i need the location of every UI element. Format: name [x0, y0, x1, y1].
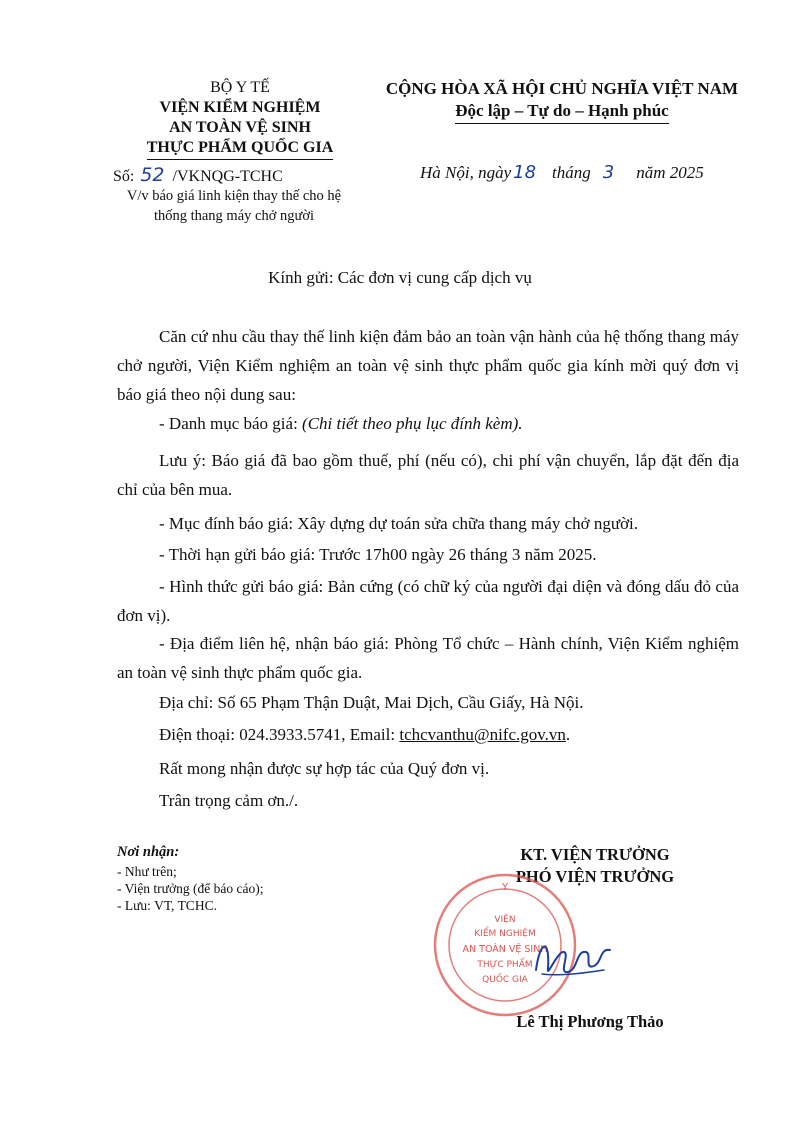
- subject-line1: V/v báo giá linh kiện thay thế cho hệ: [126, 188, 342, 204]
- recipient-item: - Viện trưởng (để báo cáo);: [117, 881, 264, 896]
- handwritten-signature: [528, 930, 618, 990]
- body-cooperation: Rất mong nhận được sự hợp tác của Quý đơn vị.: [159, 759, 490, 778]
- institute-name-line1: VIỆN KIỂM NGHIỆM: [159, 99, 321, 116]
- stamp-line4: THỰC PHẨM: [477, 960, 533, 970]
- body-deadline: - Thời hạn gửi báo giá: Trước 17h00 ngày 26 tháng 3 năm 2025.: [159, 545, 597, 564]
- subject-line2: thống thang máy chở người: [153, 208, 315, 224]
- contact-prefix: Điện thoại: 024.3933.5741, Email:: [159, 725, 400, 744]
- list-label: - Danh mục báo giá:: [159, 414, 303, 433]
- stamp-line5: QUỐC GIA: [482, 975, 528, 985]
- recipient-item: - Lưu: VT, TCHC.: [117, 898, 217, 913]
- document-subject: [109, 186, 359, 226]
- doc-number-prefix: Số:: [113, 168, 135, 185]
- issuing-agency-block: [100, 78, 380, 160]
- document-date: [420, 162, 704, 183]
- doc-number-handwritten: 52: [140, 164, 165, 186]
- body-note: Lưu ý: Báo giá đã bao gồm thuế, phí (nếu có), chi phí vận chuyển, lắp đặt đến địa chỉ của bên mua.: [117, 451, 739, 499]
- stamp-top-letter: Y: [501, 882, 509, 893]
- body-list-line: [117, 409, 739, 438]
- body-intro: Căn cứ nhu cầu thay thế linh kiện đảm bảo an toàn vận hành của hệ thống thang máy chở người, Viện Kiểm nghiệm an toàn vệ sinh thực phẩm quốc gia kính mời quý đơn vị báo giá theo nội dung sau:: [117, 327, 739, 404]
- recipients-title: Nơi nhận:: [117, 844, 180, 860]
- stamp-line1: VIỆN: [494, 915, 516, 925]
- date-month-label: tháng: [552, 163, 591, 182]
- institute-name-line3: THỰC PHẨM QUỐC GIA: [147, 138, 334, 160]
- greeting-line: Kính gửi: Các đơn vị cung cấp dịch vụ: [268, 268, 532, 287]
- signer-name: Lê Thị Phương Thảo: [516, 1012, 664, 1031]
- recipients-block: [117, 844, 263, 914]
- date-place: Hà Nội, ngày: [420, 163, 512, 182]
- nation-motto: Độc lập – Tự do – Hạnh phúc: [455, 100, 668, 124]
- body-format: - Hình thức gửi báo giá: Bản cứng (có chữ ký của người đại diện và đóng dấu đỏ của đơn vị).: [117, 577, 739, 625]
- list-detail: (Chi tiết theo phụ lục đính kèm).: [302, 414, 523, 433]
- body-address: Địa chỉ: Số 65 Phạm Thận Duật, Mai Dịch, Cầu Giấy, Hà Nội.: [159, 693, 584, 712]
- signature-title-line1: KT. VIỆN TRƯỞNG: [520, 845, 670, 864]
- signature-underline-stroke: [542, 970, 604, 975]
- signature-stroke: [536, 946, 610, 972]
- nation-title: CỘNG HÒA XÃ HỘI CHỦ NGHĨA VIỆT NAM: [385, 79, 739, 98]
- document-number: [113, 164, 283, 186]
- national-header-block: [372, 78, 752, 124]
- body-contact: [117, 720, 739, 749]
- recipient-item: - Như trên;: [117, 864, 177, 879]
- body-purpose: - Mục đính báo giá: Xây dựng dự toán sửa chữa thang máy chở người.: [159, 514, 639, 533]
- doc-number-code: /VKNQG-TCHC: [172, 168, 283, 185]
- date-month-handwritten: 3: [602, 162, 615, 183]
- stamp-line2: KIỂM NGHIỆM: [474, 929, 536, 939]
- signature-title-line2: PHÓ VIỆN TRƯỞNG: [515, 867, 675, 886]
- date-day-handwritten: 18: [513, 162, 537, 183]
- body-location: - Địa điểm liên hệ, nhận báo giá: Phòng Tổ chức – Hành chính, Viện Kiểm nghiệm an toàn vệ sinh thực phẩm quốc gia.: [117, 634, 739, 682]
- contact-suffix: .: [565, 725, 571, 744]
- date-year: năm 2025: [636, 163, 704, 182]
- stamp-line3: AN TOÀN VỆ SINH: [462, 944, 548, 955]
- ministry-name: BỘ Y TẾ: [210, 79, 270, 96]
- body-thanks: Trân trọng cảm ơn./.: [159, 791, 299, 810]
- institute-name-line2: AN TOÀN VỆ SINH: [169, 119, 311, 136]
- contact-email-link[interactable]: tchcvanthu@nifc.gov.vn: [399, 725, 566, 744]
